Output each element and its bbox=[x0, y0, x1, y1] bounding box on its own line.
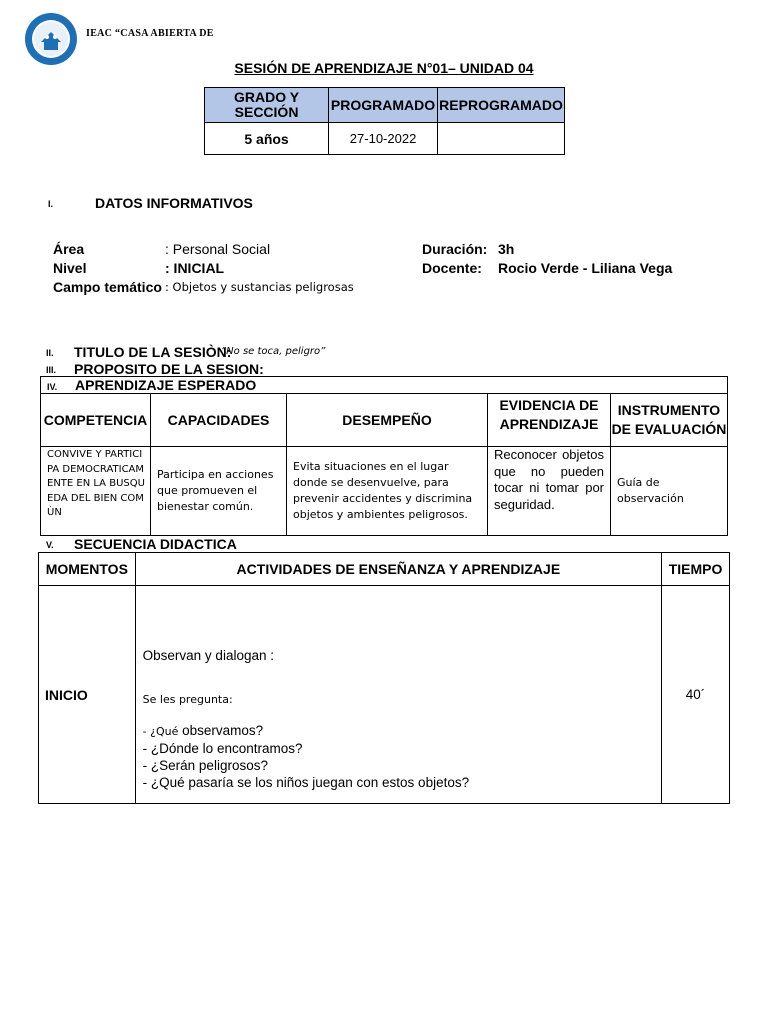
question-4: - ¿Qué pasaría se los niños juegan con estos objetos? bbox=[142, 775, 470, 790]
campo-value: : Objetos y sustancias peligrosas bbox=[165, 280, 354, 294]
section-5-title: SECUENCIA DIDACTICA bbox=[74, 536, 237, 552]
schedule-table bbox=[204, 87, 565, 155]
school-name: IEAC “CASA ABIERTA DE bbox=[86, 28, 214, 39]
document-title: SESIÓN DE APRENDIZAJE N°01– UNIDAD 04 bbox=[234, 60, 534, 76]
evidencia-cell: Reconocer objetos que no pueden tocar ni tomar por seguridad. bbox=[488, 447, 611, 536]
time-value: 40´ bbox=[662, 586, 730, 804]
question-3: - ¿Serán peligrosos? bbox=[142, 758, 268, 773]
sequence-table bbox=[38, 552, 730, 804]
header-instrumento: INSTRUMENTO DE EVALUACIÓN bbox=[611, 394, 728, 447]
nivel-label: Nivel bbox=[53, 260, 87, 276]
header-capacidades: CAPACIDADES bbox=[151, 394, 287, 447]
learning-table bbox=[40, 376, 728, 536]
section-2-number: II. bbox=[46, 348, 54, 358]
question-1 bbox=[143, 722, 469, 740]
header-evidencia: EVIDENCIA DE APRENDIZAJE bbox=[488, 394, 611, 447]
session-title-value: “No se toca, peligro” bbox=[221, 346, 326, 357]
header-tiempo: TIEMPO bbox=[662, 553, 730, 586]
activities-cell bbox=[135, 586, 661, 804]
question-1-prefix: - ¿Qué bbox=[142, 725, 179, 738]
learning-table-heading bbox=[41, 377, 728, 394]
header-desempeno: DESEMPEÑO bbox=[287, 394, 488, 447]
header-momentos: MOMENTOS bbox=[39, 553, 136, 586]
docente-value: Rocio Verde - Liliana Vega bbox=[498, 260, 673, 276]
activity-line-2: Se les pregunta: bbox=[142, 693, 233, 706]
section-5-number: V. bbox=[46, 540, 54, 550]
instrumento-cell: Guía de observación bbox=[611, 447, 728, 536]
programado-value: 27-10-2022 bbox=[329, 123, 438, 155]
section-3-number: III. bbox=[46, 365, 57, 375]
question-2: - ¿Dónde lo encontramos? bbox=[142, 741, 303, 756]
moment-inicio: INICIO bbox=[39, 586, 136, 804]
question-1-text: observamos? bbox=[178, 723, 264, 738]
reprogramado-value bbox=[438, 123, 565, 155]
header-programado: PROGRAMADO bbox=[329, 88, 438, 123]
section-4-number: IV. bbox=[47, 382, 58, 392]
docente-label: Docente: bbox=[422, 260, 482, 276]
nivel-value: : INICIAL bbox=[165, 260, 225, 276]
duracion-label: Duración: bbox=[422, 241, 488, 257]
section-2-title: TITULO DE LA SESIÒN: bbox=[74, 344, 232, 360]
school-logo bbox=[24, 12, 78, 66]
section-1-number: I. bbox=[48, 199, 54, 209]
section-1-title: DATOS INFORMATIVOS bbox=[95, 195, 253, 211]
duracion-value: 3h bbox=[498, 241, 515, 257]
capacidades-cell: Participa en acciones que promueven el bienestar común. bbox=[151, 447, 287, 536]
section-4-title: APRENDIZAJE ESPERADO bbox=[75, 377, 257, 393]
area-label: Área bbox=[53, 241, 85, 257]
activity-line-1: Observan y dialogan : bbox=[142, 648, 274, 663]
header-competencia: COMPETENCIA bbox=[41, 394, 151, 447]
header-actividades: ACTIVIDADES DE ENSEÑANZA Y APRENDIZAJE bbox=[135, 553, 661, 586]
section-3-title: PROPOSITO DE LA SESION: bbox=[74, 361, 264, 377]
campo-label: Campo temático bbox=[53, 279, 162, 295]
competencia-cell: CONVIVE Y PARTICIPA DEMOCRATICAMENTE EN LA BUSQUEDA DEL BIEN COMÙN bbox=[41, 447, 151, 536]
desempeno-cell: Evita situaciones en el lugar donde se desenvuelve, para prevenir accidentes y discrimina objetos y ambientes peligrosos. bbox=[287, 447, 488, 536]
area-value: : Personal Social bbox=[165, 241, 271, 257]
header-grado: GRADO Y SECCIÓN bbox=[205, 88, 329, 123]
header-reprogramado: REPROGRAMADO bbox=[438, 88, 565, 123]
question-list bbox=[143, 722, 469, 791]
grado-value: 5 años bbox=[205, 123, 329, 155]
